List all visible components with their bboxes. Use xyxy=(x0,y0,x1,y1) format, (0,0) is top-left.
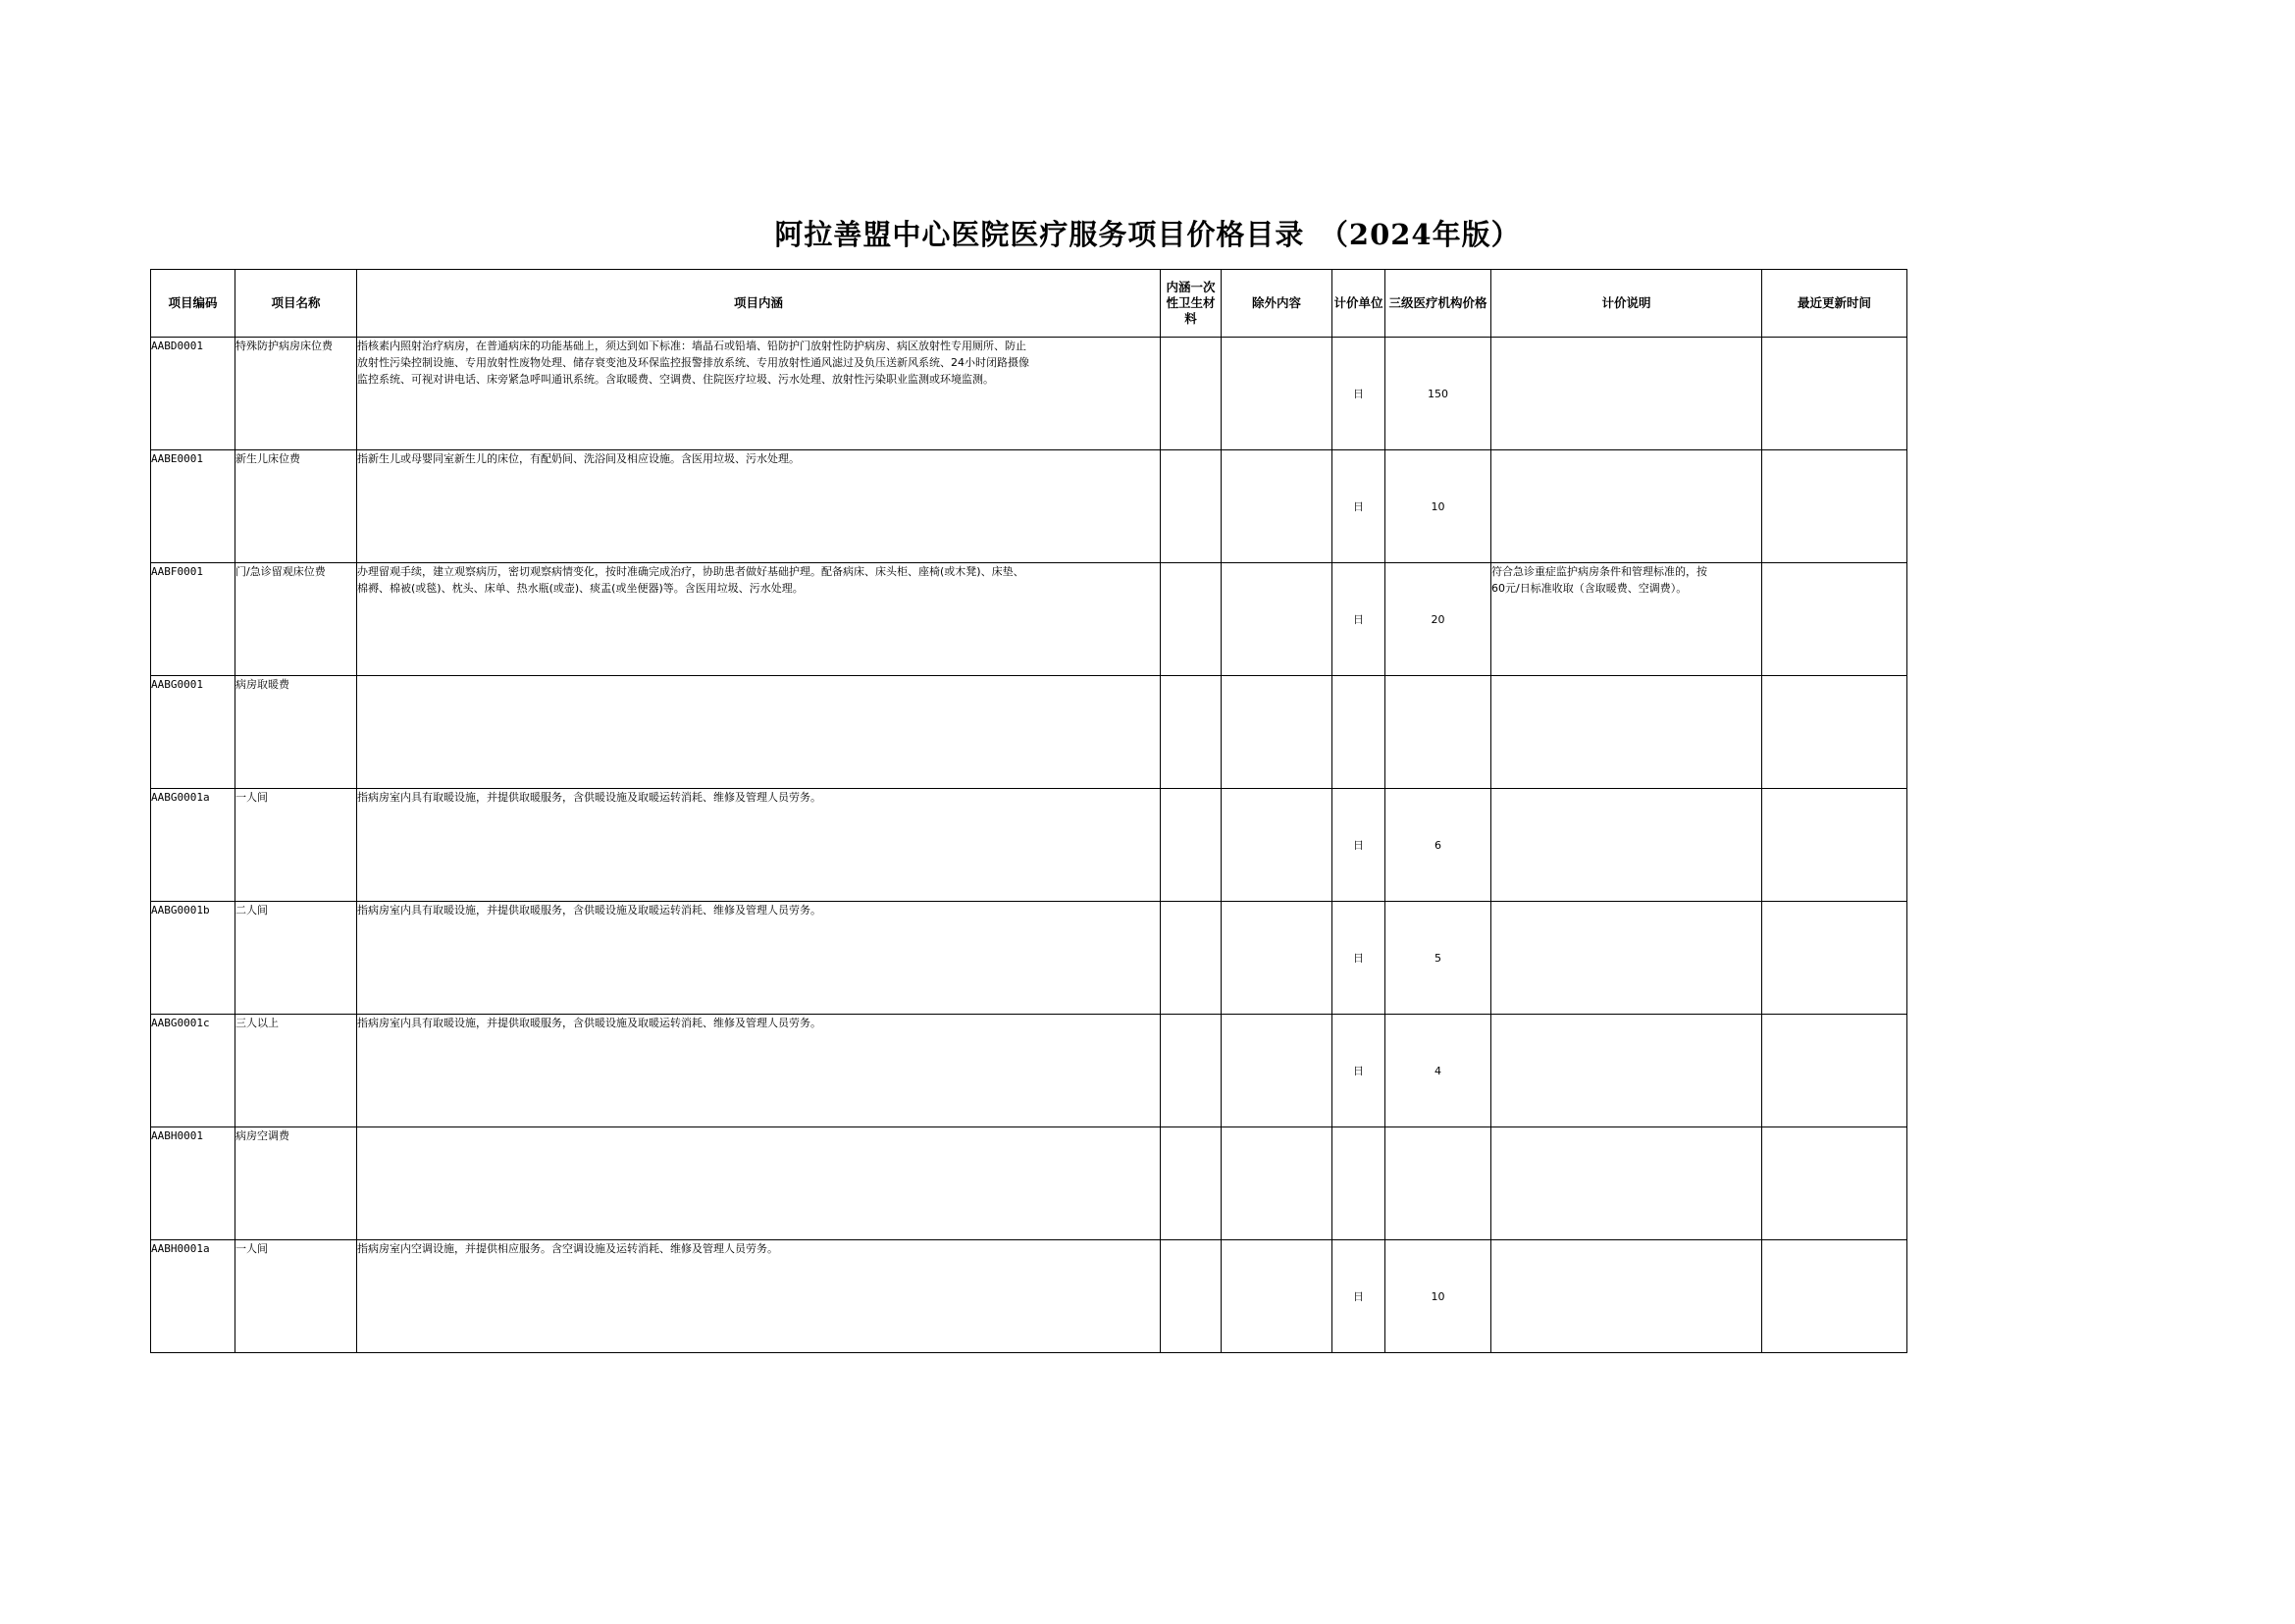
item-price: 20 xyxy=(1385,563,1491,676)
item-unit: 日 xyxy=(1332,1240,1385,1353)
item-updated xyxy=(1762,450,1907,563)
item-notes xyxy=(1491,1015,1762,1127)
item-consumables xyxy=(1161,676,1222,789)
item-name: 二人间 xyxy=(235,902,357,1015)
item-updated xyxy=(1762,338,1907,450)
item-notes xyxy=(1491,450,1762,563)
item-notes xyxy=(1491,338,1762,450)
item-unit: 日 xyxy=(1332,450,1385,563)
table-row xyxy=(151,902,1907,1015)
table-row xyxy=(151,789,1907,902)
item-content: 指病房室内空调设施，并提供相应服务。含空调设施及运转消耗、维修及管理人员劳务。 xyxy=(357,1240,1161,1353)
item-updated xyxy=(1762,676,1907,789)
item-name: 三人以上 xyxy=(235,1015,357,1127)
item-name: 病房空调费 xyxy=(235,1127,357,1240)
item-content: 指新生儿或母婴同室新生儿的床位，有配奶间、洗浴间及相应设施。含医用垃圾、污水处理。 xyxy=(357,450,1161,563)
price-catalog-table xyxy=(150,269,1907,1353)
item-notes xyxy=(1491,1127,1762,1240)
item-exclusions xyxy=(1222,676,1332,789)
header-exclusions: 除外内容 xyxy=(1222,270,1332,338)
item-consumables xyxy=(1161,1240,1222,1353)
table-row xyxy=(151,676,1907,789)
item-consumables xyxy=(1161,338,1222,450)
item-content: 指病房室内具有取暖设施，并提供取暖服务，含供暖设施及取暖运转消耗、维修及管理人员劳务。 xyxy=(357,902,1161,1015)
item-updated xyxy=(1762,902,1907,1015)
item-content: 办理留观手续，建立观察病历，密切观察病情变化，按时准确完成治疗，协助患者做好基础护理。配备病床、床头柜、座椅(或木凳)、床垫、 棉褥、棉被(或毯)、枕头、床单、热水瓶(或壶)、痰盂(或坐便器)等。含医用垃圾、污水处理。 xyxy=(357,563,1161,676)
item-code: AABE0001 xyxy=(151,450,235,563)
item-name: 新生儿床位费 xyxy=(235,450,357,563)
item-price: 10 xyxy=(1385,450,1491,563)
item-consumables xyxy=(1161,1127,1222,1240)
table-header-row xyxy=(151,270,1907,338)
item-notes xyxy=(1491,902,1762,1015)
page-title: 阿拉善盟中心医院医疗服务项目价格目录 （2024年版） xyxy=(774,218,1521,251)
item-name: 病房取暖费 xyxy=(235,676,357,789)
item-content xyxy=(357,676,1161,789)
item-name: 一人间 xyxy=(235,1240,357,1353)
item-content: 指核素内照射治疗病房，在普通病床的功能基础上，须达到如下标准：墙晶石或铅墙、铅防护门放射性防护病房、病区放射性专用厕所、防止 放射性污染控制设施、专用放射性废物处理、储存衰变池及环保监控报警排放系统、专用放射性通风滤过及负压送新风系统、24小时闭路摄像 监控系统、可视对讲电话、床旁紧急呼叫通讯系统。含取暖费、空调费、住院医疗垃圾、污水处理、放射性污染职业监测或环境监测。 xyxy=(357,338,1161,450)
header-consumables: 内涵一次性卫生材料 xyxy=(1161,270,1222,338)
item-consumables xyxy=(1161,789,1222,902)
item-code: AABH0001 xyxy=(151,1127,235,1240)
item-exclusions xyxy=(1222,338,1332,450)
item-updated xyxy=(1762,563,1907,676)
item-consumables xyxy=(1161,450,1222,563)
item-price xyxy=(1385,676,1491,789)
item-updated xyxy=(1762,789,1907,902)
item-content xyxy=(357,1127,1161,1240)
table-row xyxy=(151,563,1907,676)
item-unit xyxy=(1332,676,1385,789)
item-content: 指病房室内具有取暖设施，并提供取暖服务，含供暖设施及取暖运转消耗、维修及管理人员劳务。 xyxy=(357,1015,1161,1127)
header-name: 项目名称 xyxy=(235,270,357,338)
item-content: 指病房室内具有取暖设施，并提供取暖服务，含供暖设施及取暖运转消耗、维修及管理人员劳务。 xyxy=(357,789,1161,902)
item-consumables xyxy=(1161,563,1222,676)
item-unit: 日 xyxy=(1332,1015,1385,1127)
item-price: 5 xyxy=(1385,902,1491,1015)
header-code: 项目编码 xyxy=(151,270,235,338)
table-row xyxy=(151,1015,1907,1127)
item-name: 门/急诊留观床位费 xyxy=(235,563,357,676)
item-code: AABG0001 xyxy=(151,676,235,789)
item-unit: 日 xyxy=(1332,902,1385,1015)
item-price: 150 xyxy=(1385,338,1491,450)
header-updated: 最近更新时间 xyxy=(1762,270,1907,338)
item-exclusions xyxy=(1222,563,1332,676)
header-price: 三级医疗机构价格 xyxy=(1385,270,1491,338)
header-unit: 计价单位 xyxy=(1332,270,1385,338)
item-code: AABD0001 xyxy=(151,338,235,450)
table-row xyxy=(151,450,1907,563)
table-row xyxy=(151,338,1907,450)
item-exclusions xyxy=(1222,1240,1332,1353)
item-consumables xyxy=(1161,1015,1222,1127)
item-unit: 日 xyxy=(1332,789,1385,902)
item-exclusions xyxy=(1222,450,1332,563)
item-price: 4 xyxy=(1385,1015,1491,1127)
item-notes: 符合急诊重症监护病房条件和管理标准的，按 60元/日标准收取（含取暖费、空调费）。 xyxy=(1491,563,1762,676)
table-row xyxy=(151,1127,1907,1240)
item-consumables xyxy=(1161,902,1222,1015)
item-code: AABG0001a xyxy=(151,789,235,902)
item-code: AABF0001 xyxy=(151,563,235,676)
item-unit xyxy=(1332,1127,1385,1240)
item-name: 特殊防护病房床位费 xyxy=(235,338,357,450)
item-notes xyxy=(1491,676,1762,789)
item-exclusions xyxy=(1222,1015,1332,1127)
item-exclusions xyxy=(1222,902,1332,1015)
header-notes: 计价说明 xyxy=(1491,270,1762,338)
item-exclusions xyxy=(1222,1127,1332,1240)
item-updated xyxy=(1762,1127,1907,1240)
table-row xyxy=(151,1240,1907,1353)
item-unit: 日 xyxy=(1332,338,1385,450)
item-code: AABG0001b xyxy=(151,902,235,1015)
item-updated xyxy=(1762,1015,1907,1127)
item-code: AABH0001a xyxy=(151,1240,235,1353)
item-notes xyxy=(1491,1240,1762,1353)
item-unit: 日 xyxy=(1332,563,1385,676)
item-price: 10 xyxy=(1385,1240,1491,1353)
item-name: 一人间 xyxy=(235,789,357,902)
item-price: 6 xyxy=(1385,789,1491,902)
item-code: AABG0001c xyxy=(151,1015,235,1127)
item-price xyxy=(1385,1127,1491,1240)
header-content: 项目内涵 xyxy=(357,270,1161,338)
item-updated xyxy=(1762,1240,1907,1353)
item-notes xyxy=(1491,789,1762,902)
item-exclusions xyxy=(1222,789,1332,902)
